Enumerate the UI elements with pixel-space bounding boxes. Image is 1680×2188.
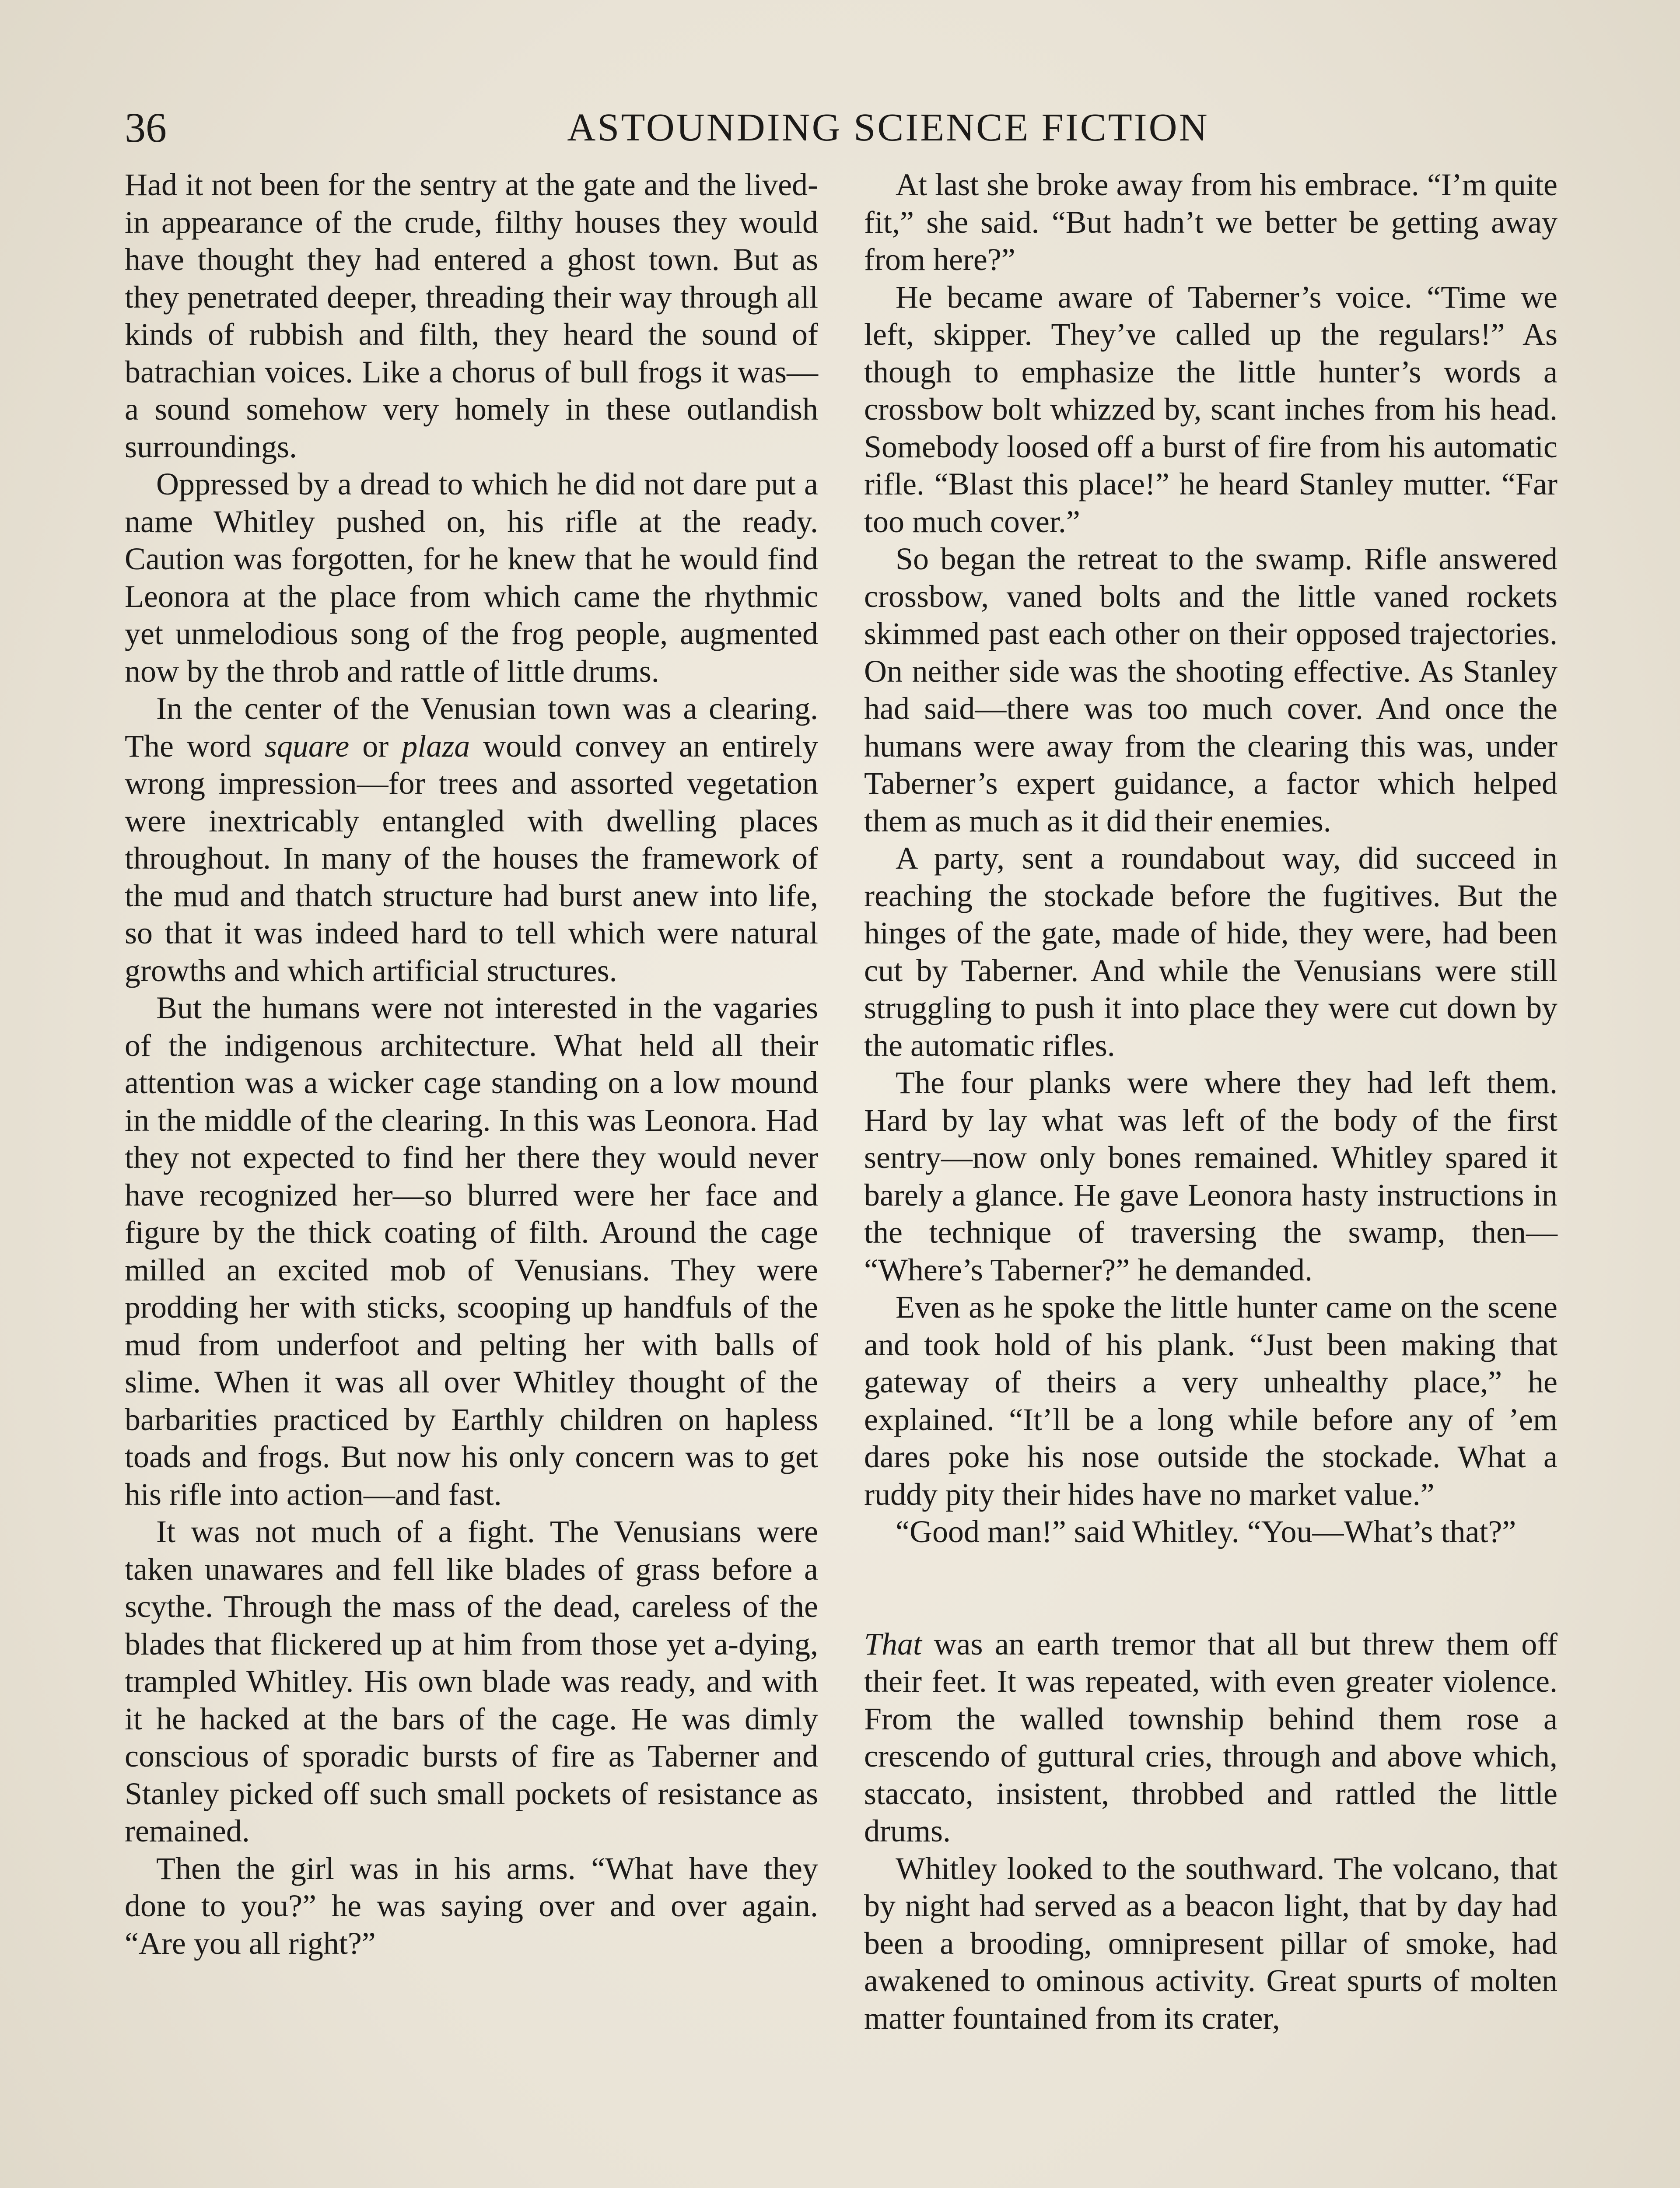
left-column <box>125 166 818 2188</box>
paragraph-text: At last she broke away from his embrace. “I’m quite fit,” she said. “But hadn’t we better be getting away from here?” <box>864 167 1558 277</box>
paragraph <box>864 166 1558 279</box>
paragraph-text: Whitley looked to the southward. The volcano, that by night had served as a beacon light, that by day had been a brooding, omnipresent pillar of smoke, had awakened to ominous activity. Great spurts of molten matter fountained from its crater, <box>864 1851 1558 2036</box>
paragraph-text: Even as he spoke the little hunter came on the scene and took hold of his plank. “Just been making that gateway of theirs a very unhealthy place,” he explained. “It’ll be a long while before any of ’em dares poke his nose outside the stockade. What a ruddy pity their hides have no market value.” <box>864 1290 1558 1512</box>
paragraph <box>125 466 818 690</box>
paragraph-text: Then the girl was in his arms. “What have they done to you?” he was saying over and over again. “Are you all right?” <box>125 1851 818 1961</box>
paragraph-text: So began the retreat to the swamp. Rifle answered crossbow, vaned bolts and the little vaned rockets skimmed past each other on their opposed trajectories. On neither side was the shooting effective. As Stanley had said—there was too much cover. And once the humans were away from the clearing this was, under Taberner’s expert guidance, a factor which helped them as much as it did their enemies. <box>864 541 1558 838</box>
paragraph-text: He became aware of Taberner’s voice. “Time we left, skipper. They’ve called up the regulars!” As though to emphasize the little hunter’s words a crossbow bolt whizzed by, scant inches from his head. Somebody loosed off a burst of fire from his automatic rifle. “Blast this place!” he heard Stanley mutter. “Far too much cover.” <box>864 279 1558 539</box>
paragraph <box>864 1513 1558 1551</box>
paragraph-text: In the center of the Venusian town was a clearing. The word <box>125 691 818 764</box>
paragraph <box>125 690 818 989</box>
paragraph <box>864 279 1558 541</box>
paragraph-text: A party, sent a roundabout way, did succeed in reaching the stockade before the fugitives. But the hinges of the gate, made of hide, they were, had been cut by Taberner. And while the Venusians were still struggling to push it into place they were cut down by the automatic rifles. <box>864 841 1558 1063</box>
paragraph <box>864 1064 1558 1289</box>
italic-word: That <box>864 1626 922 1662</box>
paragraph-text: Had it not been for the sentry at the gate and the lived-in appearance of the crude, filthy houses they would have thought they had entered a ghost town. But as they penetrated deeper, threading their way through all kinds of rubbish and filth, they heard the sound of batrachian voices. Like a chorus of bull frogs it was—a sound somehow very homely in these outlandish surroundings. <box>125 167 818 464</box>
paragraph-text: But the humans were not interested in the vagaries of the indigenous architecture. What held all their attention was a wicker cage standing on a low mound in the middle of the clearing. In this was Leonora. Had they not expected to find her there they would never have recognized her—so blurred were her face and figure by the thick coating of filth. Around the cage milled an excited mob of Venusians. They were prodding her with sticks, scooping up handfuls of the mud from underfoot and pelting her with balls of slime. When it was all over Whitley thought of the barbarities practiced by Earthly children on hapless toads and frogs. But now his only concern was to get his rifle into action—and fast. <box>125 990 818 1512</box>
italic-word: plaza <box>402 728 470 764</box>
page-header <box>125 102 1555 154</box>
paragraph <box>125 1850 818 1963</box>
running-title: ASTOUNDING SCIENCE FICTION <box>567 106 1209 149</box>
paragraph <box>864 1626 1558 1850</box>
paragraph-text: or <box>349 728 402 764</box>
section-break <box>864 1551 1558 1626</box>
paragraph <box>864 1850 1558 2037</box>
paragraph-text: The four planks were where they had left them. Hard by lay what was left of the body of the first sentry—now only bones remained. Whitley spared it barely a glance. He gave Leonora hasty instructions in the technique of traversing the swamp, then— “Where’s Taberner?” he demanded. <box>864 1065 1558 1287</box>
paragraph-text: was an earth tremor that all but threw them off their feet. It was repeated, with even greater violence. From the walled township behind them rose a crescendo of guttural cries, through and above which, staccato, insistent, throbbed and rattled the little drums. <box>864 1626 1558 1848</box>
paragraph <box>864 840 1558 1064</box>
paragraph-text: It was not much of a fight. The Venusians were taken unawares and fell like blades of grass before a scythe. Through the mass of the dead, careless of the blades that flickered up at him from those yet a-dying, trampled Whitley. His own blade was ready, and with it he hacked at the bars of the cage. He was dimly conscious of sporadic bursts of fire as Taberner and Stanley picked off such small pockets of resistance as remained. <box>125 1514 818 1848</box>
paragraph-text: Oppressed by a dread to which he did not dare put a name Whitley pushed on, his rifle at the ready. Caution was forgotten, for he knew that he would find Leonora at the place from which came the rhythmic yet unmelodious song of the frog people, augmented now by the throb and rattle of little drums. <box>125 466 818 689</box>
page-number: 36 <box>125 104 167 151</box>
paragraph <box>125 1513 818 1850</box>
paragraph <box>125 166 818 466</box>
paragraph <box>864 1289 1558 1513</box>
paragraph-text: “Good man!” said Whitley. “You—What’s that?” <box>896 1514 1516 1549</box>
paragraph-text: would convey an entirely wrong impression—for trees and assorted vegetation were inextricably entangled with dwelling places throughout. In many of the houses the framework of the mud and thatch structure had burst anew into life, so that it was indeed hard to tell which were natural growths and which artificial structures. <box>125 728 818 988</box>
paragraph <box>864 540 1558 840</box>
right-column <box>864 166 1558 2188</box>
italic-word: square <box>264 728 350 764</box>
paragraph <box>125 989 818 1513</box>
